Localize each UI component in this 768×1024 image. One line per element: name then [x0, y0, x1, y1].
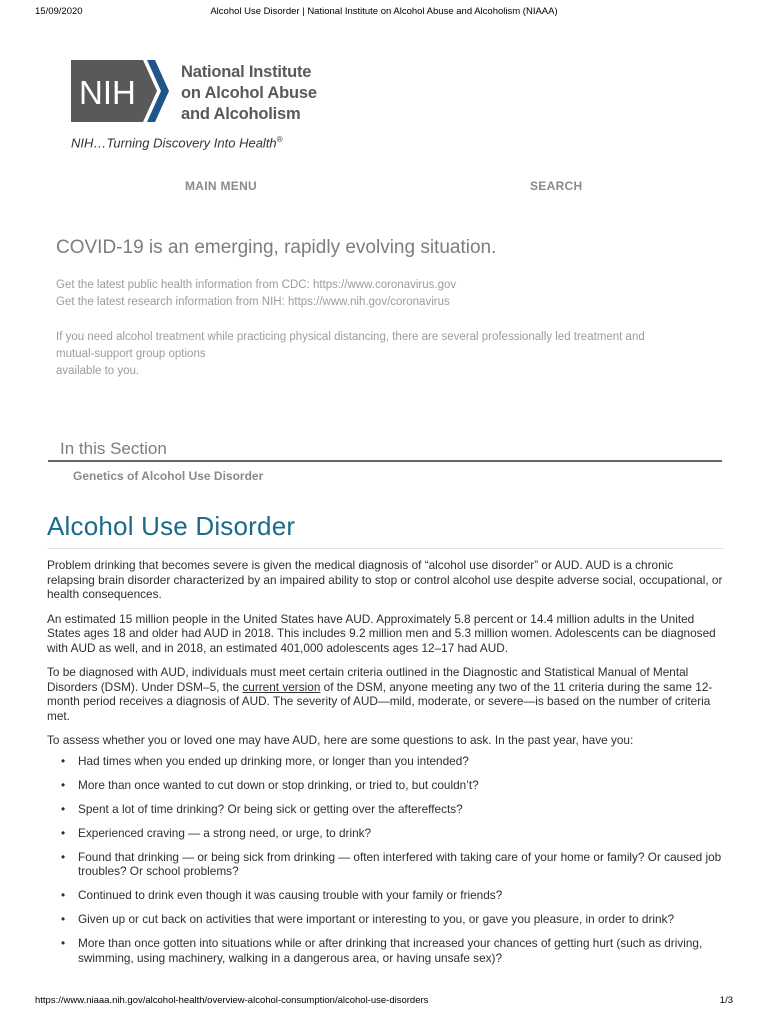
covid-treatment-line-1: If you need alcohol treatment while practicing physical distancing, there are several professionally led treatment and [56, 331, 645, 343]
list-item [47, 802, 723, 817]
logo-line-1: National Institute [181, 63, 312, 81]
print-url: https://www.niaaa.nih.gov/alcohol-health/overview-alcohol-consumption/alcohol-use-disorders [35, 995, 429, 1006]
covid-nih-link[interactable]: Get the latest research information from NIH: https://www.nih.gov/coronavirus [56, 296, 450, 308]
bullet: • [61, 936, 66, 950]
covid-treatment-line-3: available to you. [56, 365, 140, 377]
nih-mark-text: NIH [79, 74, 136, 111]
bullet: • [61, 777, 66, 792]
in-this-section-header [48, 438, 722, 462]
print-page-title: Alcohol Use Disorder | National Institute on Alcohol Abuse and Alcoholism (NIAAA) [210, 6, 558, 17]
question-text: Had times when you ended up drinking more, or longer than you intended? [78, 753, 469, 768]
bullet: • [61, 801, 66, 816]
paragraph-statistics: An estimated 15 million people in the United States have AUD. Approximately 5.8 percent or 14.4 million adults in the United States ages 18 and older had AUD in 2018. This includes 9.2 million men and 5.3 million women. Adolescents can be diagnosed with AUD as well, and in 2018, an estimated 401,000 adolescents ages 12–17 had AUD. [47, 611, 716, 655]
logo-wordmark [181, 62, 317, 125]
page-title: Alcohol Use Disorder [47, 511, 723, 549]
print-date: 15/09/2020 [35, 6, 83, 17]
covid-heading: COVID-19 is an emerging, rapidly evolving situation. [56, 237, 497, 258]
question-text: More than once wanted to cut down or stop drinking, or tried to, but couldn’t? [78, 777, 479, 792]
main-menu-button[interactable]: MAIN MENU [185, 179, 258, 193]
question-text: More than once gotten into situations while or after drinking that increased your chances of getting hurt (such as driving, swimming, using machinery, walking in a dangerous area, or having unsafe sex)? [78, 936, 703, 965]
paragraph-diagnosis [47, 665, 723, 723]
list-item [47, 826, 723, 841]
print-footer [0, 995, 768, 1009]
question-text: Spent a lot of time drinking? Or being sick or getting over the aftereffects? [78, 801, 463, 816]
tagline-text: NIH…Turning Discovery Into Health [71, 135, 277, 151]
question-text: Given up or cut back on activities that were important or interesting to you, or gave you pleasure, in order to drink? [78, 912, 675, 926]
nih-tagline [71, 135, 283, 150]
logo-line-2: on Alcohol Abuse [181, 84, 317, 102]
nih-mark-icon [71, 60, 175, 122]
section-link-genetics[interactable]: Genetics of Alcohol Use Disorder [73, 469, 264, 483]
logo-line-3: and Alcoholism [181, 105, 301, 123]
paragraph-diagnosis-start: To be diagnosed with AUD, individuals must meet certain criteria outlined in the Diagnostic and Statistical Manual of Mental Disorders (DSM). Under DSM–5, the [47, 665, 689, 694]
question-text: Experienced craving — a strong need, or urge, to drink? [78, 825, 372, 840]
bullet: • [61, 888, 66, 902]
nih-niaaa-logo[interactable] [71, 60, 341, 126]
covid-cdc-link[interactable]: Get the latest public health information from CDC: https://www.coronavirus.gov [56, 279, 457, 291]
list-item [47, 778, 723, 793]
covid-treatment-line-2[interactable]: mutual-support group options [56, 348, 206, 360]
covid-alert-banner [56, 237, 736, 380]
list-item [47, 912, 723, 927]
question-text: Found that drinking — or being sick from drinking — often interfered with taking care of your home or family? Or caused job troubles? Or school problems? [78, 849, 722, 878]
list-item [47, 888, 723, 903]
print-page-number: 1/3 [719, 995, 733, 1006]
list-item [47, 936, 723, 965]
article-body [47, 511, 723, 965]
list-item [47, 754, 723, 769]
bullet: • [61, 912, 66, 926]
print-header [0, 6, 768, 20]
registered-mark: ® [276, 135, 283, 144]
assessment-question-list [47, 754, 723, 966]
question-text: Continued to drink even though it was causing trouble with your family or friends? [78, 888, 503, 902]
list-item [47, 850, 723, 879]
bullet: • [61, 753, 66, 768]
current-version-link[interactable]: current version [242, 679, 321, 694]
paragraph-definition: Problem drinking that becomes severe is given the medical diagnosis of “alcohol use disorder” or AUD. AUD is a chronic relapsing brain disorder characterized by an impaired ability to stop or control alcohol use despite adverse social, occupational, or health consequences. [47, 558, 723, 601]
bullet: • [61, 849, 66, 864]
search-button[interactable]: SEARCH [530, 179, 583, 193]
bullet: • [61, 825, 66, 840]
paragraph-diagnosis-end: of the DSM, anyone meeting any two of the 11 criteria during the same 12-month period receives a diagnosis of AUD. The severity of AUD—mild, moderate, or severe—is based on the number of criteria met. [47, 679, 713, 723]
main-navigation [0, 179, 768, 195]
section-heading: In this Section [60, 439, 167, 458]
paragraph-assessment-intro: To assess whether you or loved one may have AUD, here are some questions to ask. In the past year, have you: [47, 733, 634, 747]
